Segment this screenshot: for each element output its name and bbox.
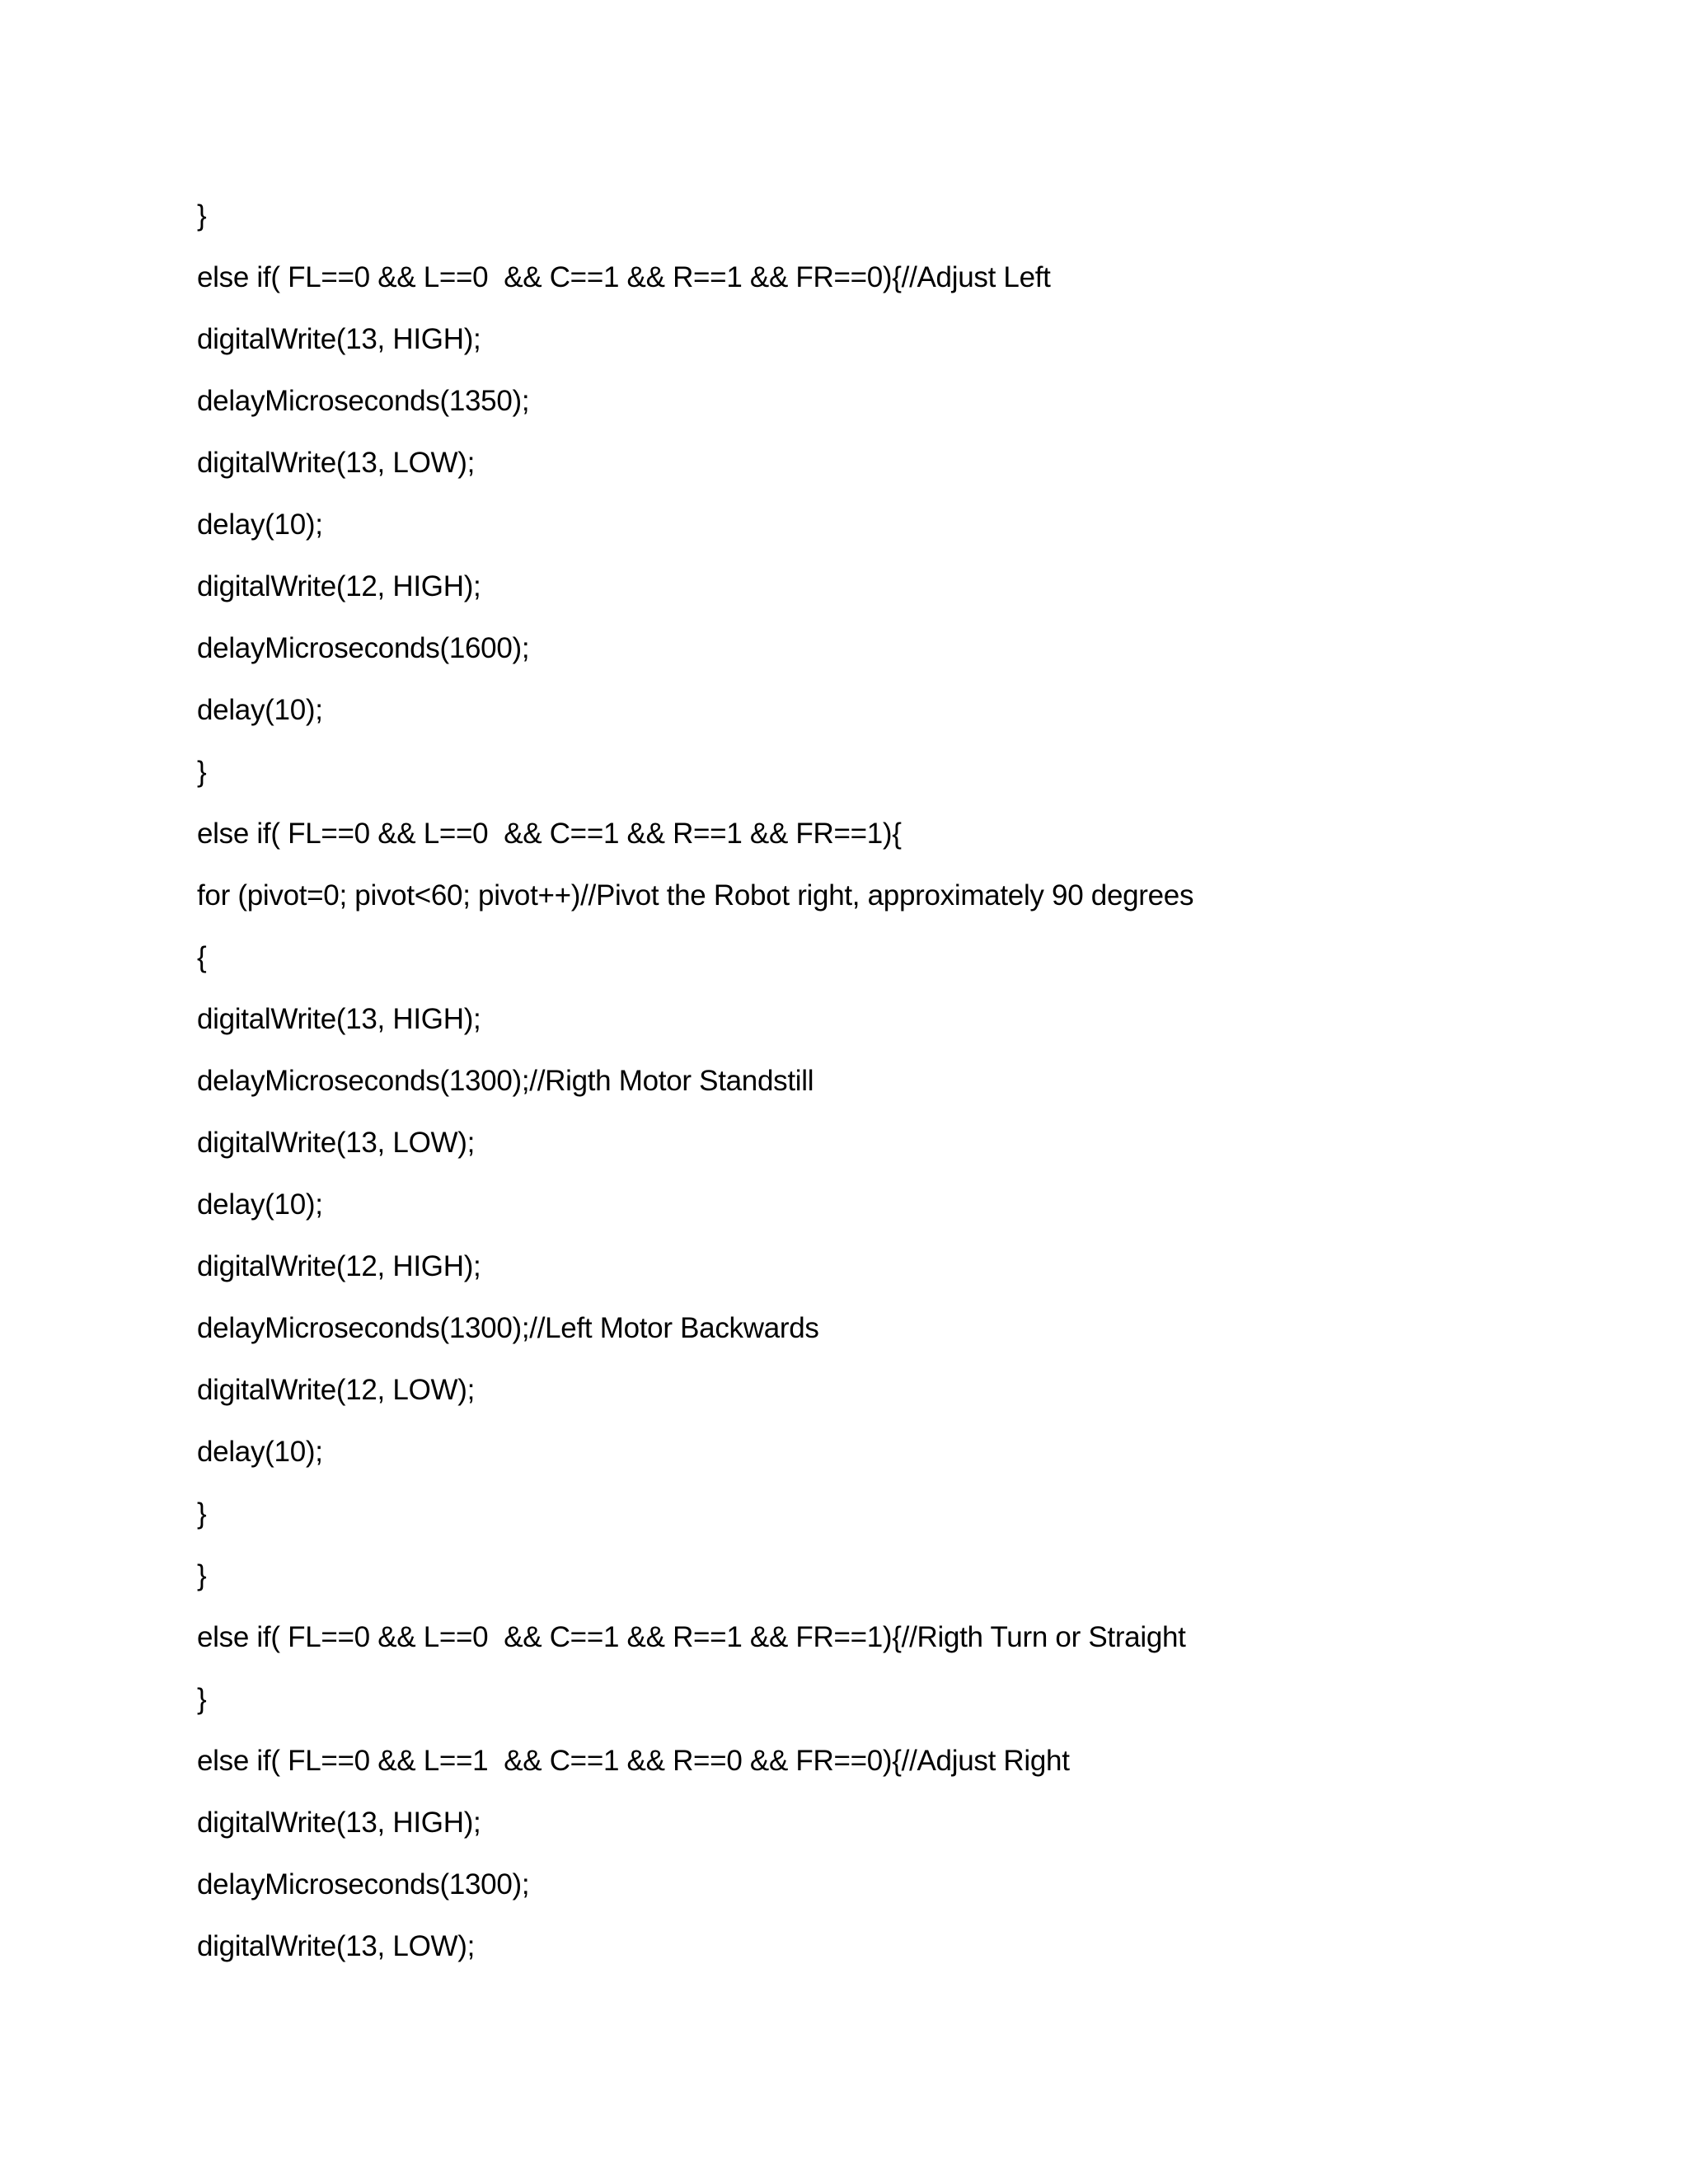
- code-line: else if( FL==0 && L==1 && C==1 && R==0 && FR==0){//Adjust Right: [197, 1745, 1070, 1777]
- code-line: {: [197, 941, 207, 973]
- code-line: delayMicroseconds(1300);: [197, 1868, 530, 1900]
- code-line: delay(10);: [197, 1436, 323, 1468]
- code-line: digitalWrite(12, HIGH);: [197, 570, 481, 602]
- code-line: digitalWrite(12, LOW);: [197, 1374, 476, 1406]
- code-line: digitalWrite(13, HIGH);: [197, 1807, 481, 1839]
- code-line: }: [197, 199, 207, 232]
- code-line: digitalWrite(13, HIGH);: [197, 1003, 481, 1035]
- code-line: }: [197, 1559, 207, 1591]
- code-line: digitalWrite(13, HIGH);: [197, 323, 481, 355]
- code-listing: [197, 191, 1598, 1984]
- code-line: else if( FL==0 && L==0 && C==1 && R==1 && FR==1){//Rigth Turn or Straight: [197, 1621, 1186, 1653]
- code-line: digitalWrite(13, LOW);: [197, 447, 476, 479]
- code-line: }: [197, 1683, 207, 1715]
- code-line: delay(10);: [197, 694, 323, 726]
- code-line: digitalWrite(12, HIGH);: [197, 1250, 481, 1282]
- code-line: }: [197, 1497, 207, 1530]
- code-line: digitalWrite(13, LOW);: [197, 1127, 476, 1159]
- code-line: delayMicroseconds(1300);//Rigth Motor Standstill: [197, 1065, 814, 1097]
- code-line: else if( FL==0 && L==0 && C==1 && R==1 && FR==0){//Adjust Left: [197, 261, 1051, 293]
- code-line: }: [197, 756, 207, 788]
- code-line: delay(10);: [197, 1188, 323, 1221]
- code-line: else if( FL==0 && L==0 && C==1 && R==1 && FR==1){: [197, 818, 902, 850]
- code-line: digitalWrite(13, LOW);: [197, 1930, 476, 1962]
- code-line: delayMicroseconds(1600);: [197, 632, 530, 664]
- code-line: for (pivot=0; pivot<60; pivot++)//Pivot the Robot right, approximately 90 degrees: [197, 879, 1194, 912]
- code-line: delayMicroseconds(1300);//Left Motor Backwards: [197, 1312, 819, 1344]
- code-line: delay(10);: [197, 509, 323, 541]
- code-line: delayMicroseconds(1350);: [197, 385, 530, 417]
